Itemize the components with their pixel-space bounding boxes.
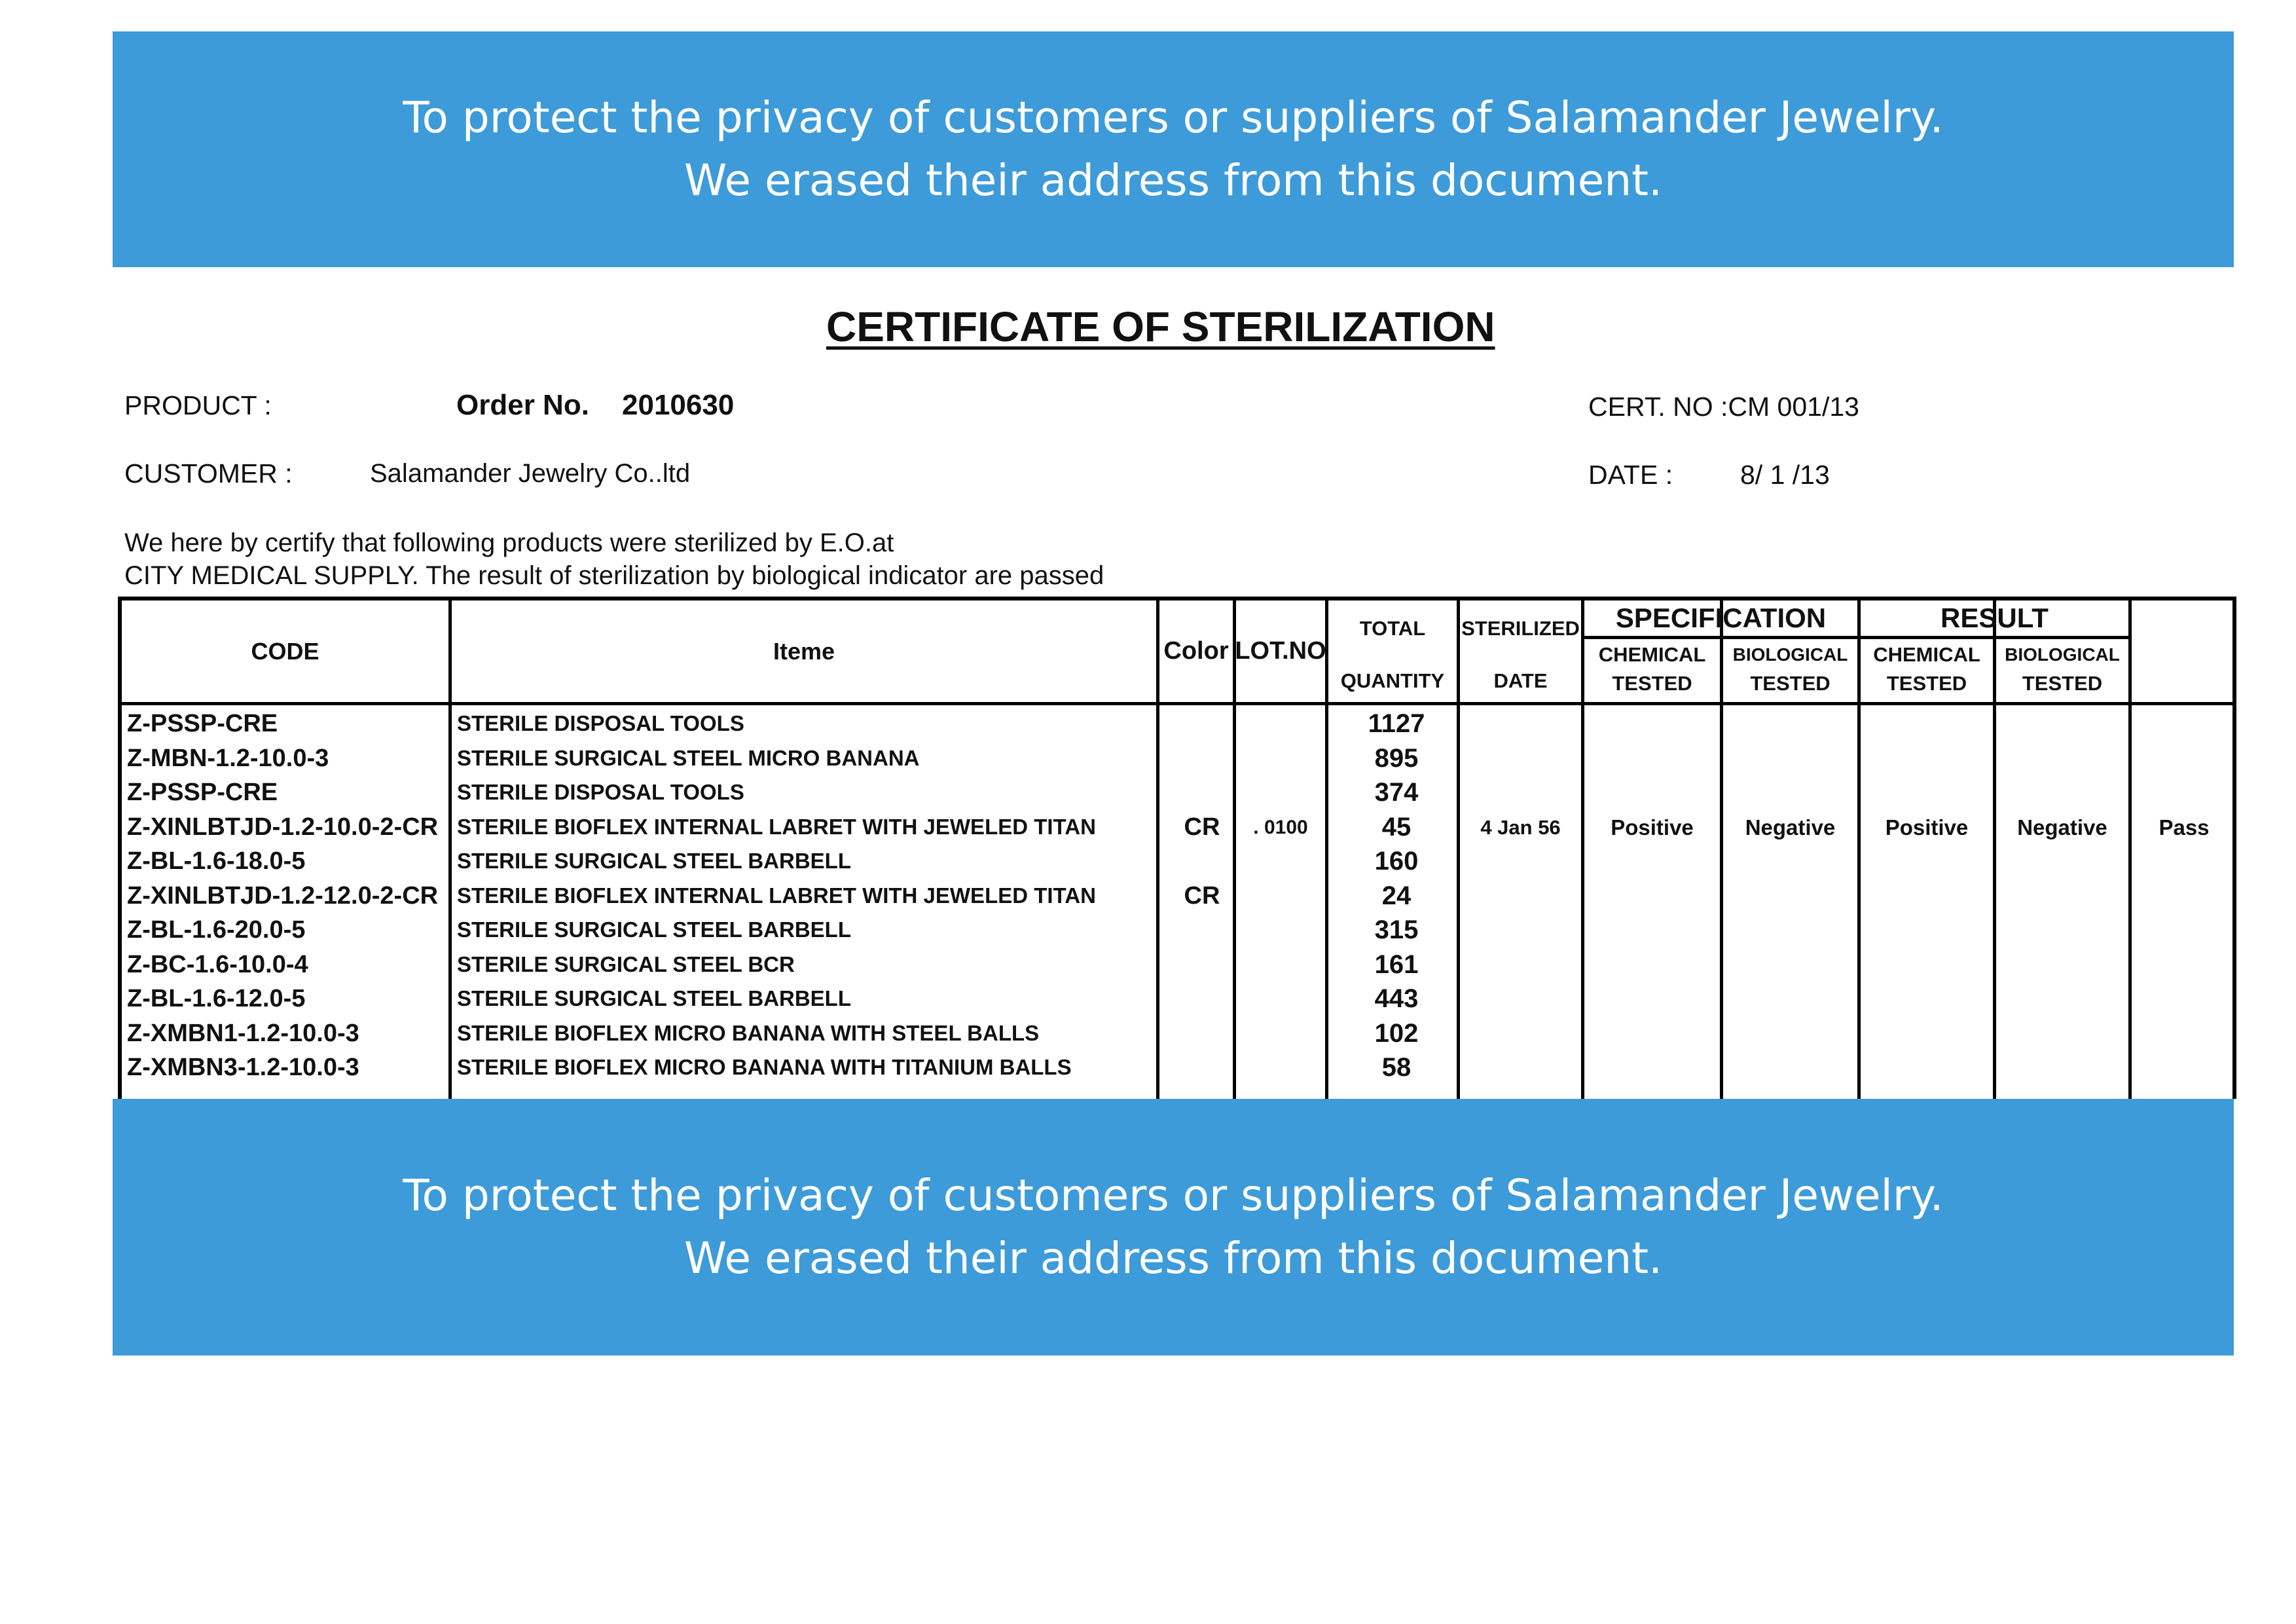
table-row (122, 1050, 2232, 1084)
privacy-line-1: To protect the privacy of customers or suppliers of Salamander Jewelry. (403, 1170, 1944, 1221)
row-quantity: 160 (1374, 847, 1419, 876)
row-color (1163, 1016, 1241, 1050)
table-row (122, 879, 2232, 913)
row-quantity: 45 (1381, 812, 1412, 841)
row-code: Z-BL-1.6-20.0-5 (127, 916, 306, 944)
order-label: Order No. (456, 389, 589, 421)
table-row (122, 948, 2232, 982)
row-quantity: 895 (1374, 743, 1419, 773)
date-value: 8/ 1 /13 (1740, 460, 1830, 490)
privacy-line-1: To protect the privacy of customers or suppliers of Salamander Jewelry. (403, 92, 1944, 143)
row-code: Z-XMBN1-1.2-10.0-3 (127, 1019, 359, 1047)
header-spec-biological-tested: TESTED (1750, 672, 1831, 695)
row-code: Z-PSSP-CRE (127, 779, 278, 806)
row-quantity: 315 (1374, 915, 1419, 944)
customer-value: Salamander Jewelry Co..ltd (370, 459, 691, 488)
cert-number: CERT. NO :CM 001/13 (1588, 392, 1859, 422)
table-row (122, 741, 2232, 775)
row-color: CR (1184, 881, 1220, 910)
header-result-chemical-tested: TESTED (1886, 672, 1967, 695)
header-lot: LOT.NO (1235, 637, 1326, 665)
final-result-value: Pass (2159, 815, 2210, 840)
header-sterilized-date: DATE (1493, 669, 1548, 692)
header-quantity: QUANTITY (1340, 669, 1445, 692)
header-specification: SPECIFICATION (1615, 602, 1827, 633)
row-color (1163, 1050, 1241, 1084)
row-item: STERILE BIOFLEX MICRO BANANA WITH STEEL BALLS (457, 1020, 1040, 1045)
privacy-line-2: We erased their address from this document. (683, 1233, 1663, 1283)
result-chemical-value: Positive (1885, 815, 1969, 840)
row-color (1163, 982, 1241, 1016)
row-item: STERILE BIOFLEX INTERNAL LABRET WITH JEWELED TITAN (457, 883, 1096, 908)
row-item: STERILE BIOFLEX MICRO BANANA WITH TITANIUM BALLS (457, 1055, 1072, 1079)
row-color (1163, 707, 1241, 741)
row-color (1163, 741, 1241, 775)
sterilization-table (118, 597, 2236, 1099)
lot-number: . 0100 (1253, 817, 1308, 838)
header-color: Color (1163, 637, 1229, 665)
row-code: Z-XINLBTJD-1.2-12.0-2-CR (127, 881, 439, 910)
row-color (1163, 913, 1241, 947)
header-total: TOTAL (1359, 617, 1426, 640)
header-result-biological: BIOLOGICAL (2005, 644, 2120, 665)
row-quantity: 161 (1374, 950, 1419, 979)
row-color (1163, 775, 1241, 809)
table-row (122, 775, 2232, 809)
spec-biological-value: Negative (1745, 815, 1836, 840)
row-code: Z-BC-1.6-10.0-4 (127, 950, 308, 978)
row-quantity: 1127 (1368, 709, 1425, 738)
row-quantity: 374 (1374, 778, 1419, 807)
result-biological-value: Negative (2017, 815, 2107, 840)
statement-line-2: CITY MEDICAL SUPPLY. The result of sterilization by biological indicator are passed (124, 561, 1104, 590)
customer-label: CUSTOMER : (124, 458, 293, 489)
spec-chemical-value: Positive (1611, 815, 1694, 840)
row-quantity: 24 (1381, 881, 1412, 910)
header-spec-chemical: CHEMICAL (1598, 643, 1706, 666)
row-item: STERILE DISPOSAL TOOLS (457, 711, 744, 735)
table-row (122, 982, 2232, 1016)
row-item: STERILE DISPOSAL TOOLS (457, 780, 744, 804)
page-title: CERTIFICATE OF STERILIZATION (826, 303, 1495, 350)
privacy-line-2: We erased their address from this document. (683, 155, 1663, 206)
row-code: Z-XINLBTJD-1.2-10.0-2-CR (127, 813, 439, 841)
row-code: Z-PSSP-CRE (127, 710, 278, 737)
table-body (122, 707, 2232, 1099)
row-quantity: 58 (1381, 1053, 1412, 1082)
header-sterilized: STERILIZED (1461, 617, 1580, 640)
row-item: STERILE SURGICAL STEEL BCR (457, 951, 795, 976)
row-quantity: 102 (1374, 1018, 1419, 1048)
header-spec-biological: BIOLOGICAL (1732, 644, 1848, 665)
privacy-banner-top (113, 31, 2234, 267)
table-row (122, 707, 2232, 741)
row-color (1163, 948, 1241, 982)
row-code: Z-BL-1.6-18.0-5 (127, 847, 306, 875)
row-code: Z-MBN-1.2-10.0-3 (127, 744, 329, 772)
row-color: CR (1184, 813, 1220, 841)
table-row (122, 844, 2232, 878)
table-row (122, 1016, 2232, 1050)
header-result-biological-tested: TESTED (2022, 672, 2103, 695)
order-number: 2010630 (622, 389, 735, 421)
row-item: STERILE SURGICAL STEEL BARBELL (457, 849, 851, 873)
header-code: CODE (251, 637, 319, 665)
row-code: Z-BL-1.6-12.0-5 (127, 985, 306, 1012)
date-label: DATE : (1588, 460, 1673, 490)
privacy-banner-bottom (113, 1099, 2234, 1356)
statement-line-1: We here by certify that following products were sterilized by E.O.at (124, 528, 894, 557)
row-quantity: 443 (1374, 984, 1419, 1013)
row-item: STERILE SURGICAL STEEL BARBELL (457, 986, 851, 1010)
row-item: STERILE SURGICAL STEEL BARBELL (457, 917, 851, 942)
header-item: Iteme (773, 637, 835, 665)
row-color (1163, 844, 1241, 878)
row-item: STERILE BIOFLEX INTERNAL LABRET WITH JEWELED TITAN (457, 814, 1096, 839)
sterilized-date-value: 4 Jan 56 (1480, 816, 1561, 839)
header-result-chemical: CHEMICAL (1873, 643, 1980, 666)
row-item: STERILE SURGICAL STEEL MICRO BANANA (457, 745, 920, 770)
table-row (122, 913, 2232, 947)
header-result: RESULT (1941, 602, 2049, 633)
header-spec-chemical-tested: TESTED (1612, 672, 1692, 695)
product-label: PRODUCT : (124, 390, 272, 420)
row-code: Z-XMBN3-1.2-10.0-3 (127, 1054, 359, 1081)
